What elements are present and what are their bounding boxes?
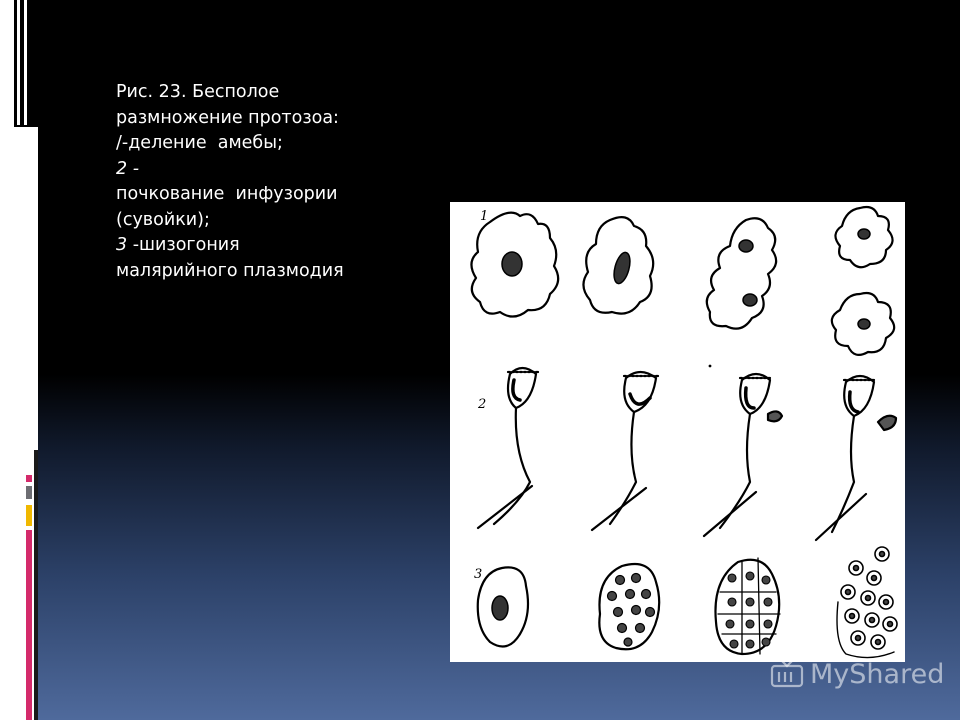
plasmodium-4 bbox=[837, 547, 897, 658]
caption-line: почкование инфузории bbox=[116, 184, 338, 204]
vorticella-2 bbox=[592, 372, 658, 530]
decor-line bbox=[14, 0, 17, 125]
row-label-2: 2 bbox=[478, 397, 487, 412]
plasmodium-2 bbox=[599, 564, 659, 649]
watermark-text: MyShared bbox=[810, 658, 945, 690]
decor-bar-dark bbox=[34, 450, 38, 720]
caption-line: Рис. 23. Бесполое bbox=[116, 82, 280, 102]
caption-line: 2 - bbox=[116, 158, 140, 179]
row-label-3: 3 bbox=[474, 567, 483, 582]
caption-line: (сувойки); bbox=[116, 209, 210, 230]
decor-bar-pink bbox=[26, 475, 32, 482]
vorticella-4 bbox=[816, 376, 896, 540]
vorticella-3 bbox=[704, 374, 782, 536]
decor-line bbox=[27, 0, 38, 125]
caption-line: /-деление амебы; bbox=[116, 133, 283, 153]
decor-bar-gray bbox=[26, 486, 32, 499]
caption-line bbox=[116, 233, 436, 259]
decor-bar-pink bbox=[26, 530, 32, 720]
vorticella-1 bbox=[478, 368, 538, 528]
protozoa-illustration bbox=[450, 202, 905, 662]
amoeba-3 bbox=[707, 218, 776, 328]
caption-text: -шизогония bbox=[127, 235, 240, 255]
caption-line: малярийного плазмодия bbox=[116, 260, 344, 281]
watermark bbox=[770, 654, 944, 694]
decor-line bbox=[20, 0, 24, 125]
illustration-svg bbox=[450, 202, 905, 662]
figure-caption bbox=[116, 80, 436, 284]
row-label-1: 1 bbox=[480, 209, 489, 224]
decor-line bbox=[14, 125, 38, 127]
caption-line: размножение протозоа: bbox=[116, 107, 339, 128]
caption-number: 3 bbox=[116, 235, 128, 255]
decor-bar-gold bbox=[26, 505, 32, 526]
tv-icon bbox=[770, 658, 804, 690]
